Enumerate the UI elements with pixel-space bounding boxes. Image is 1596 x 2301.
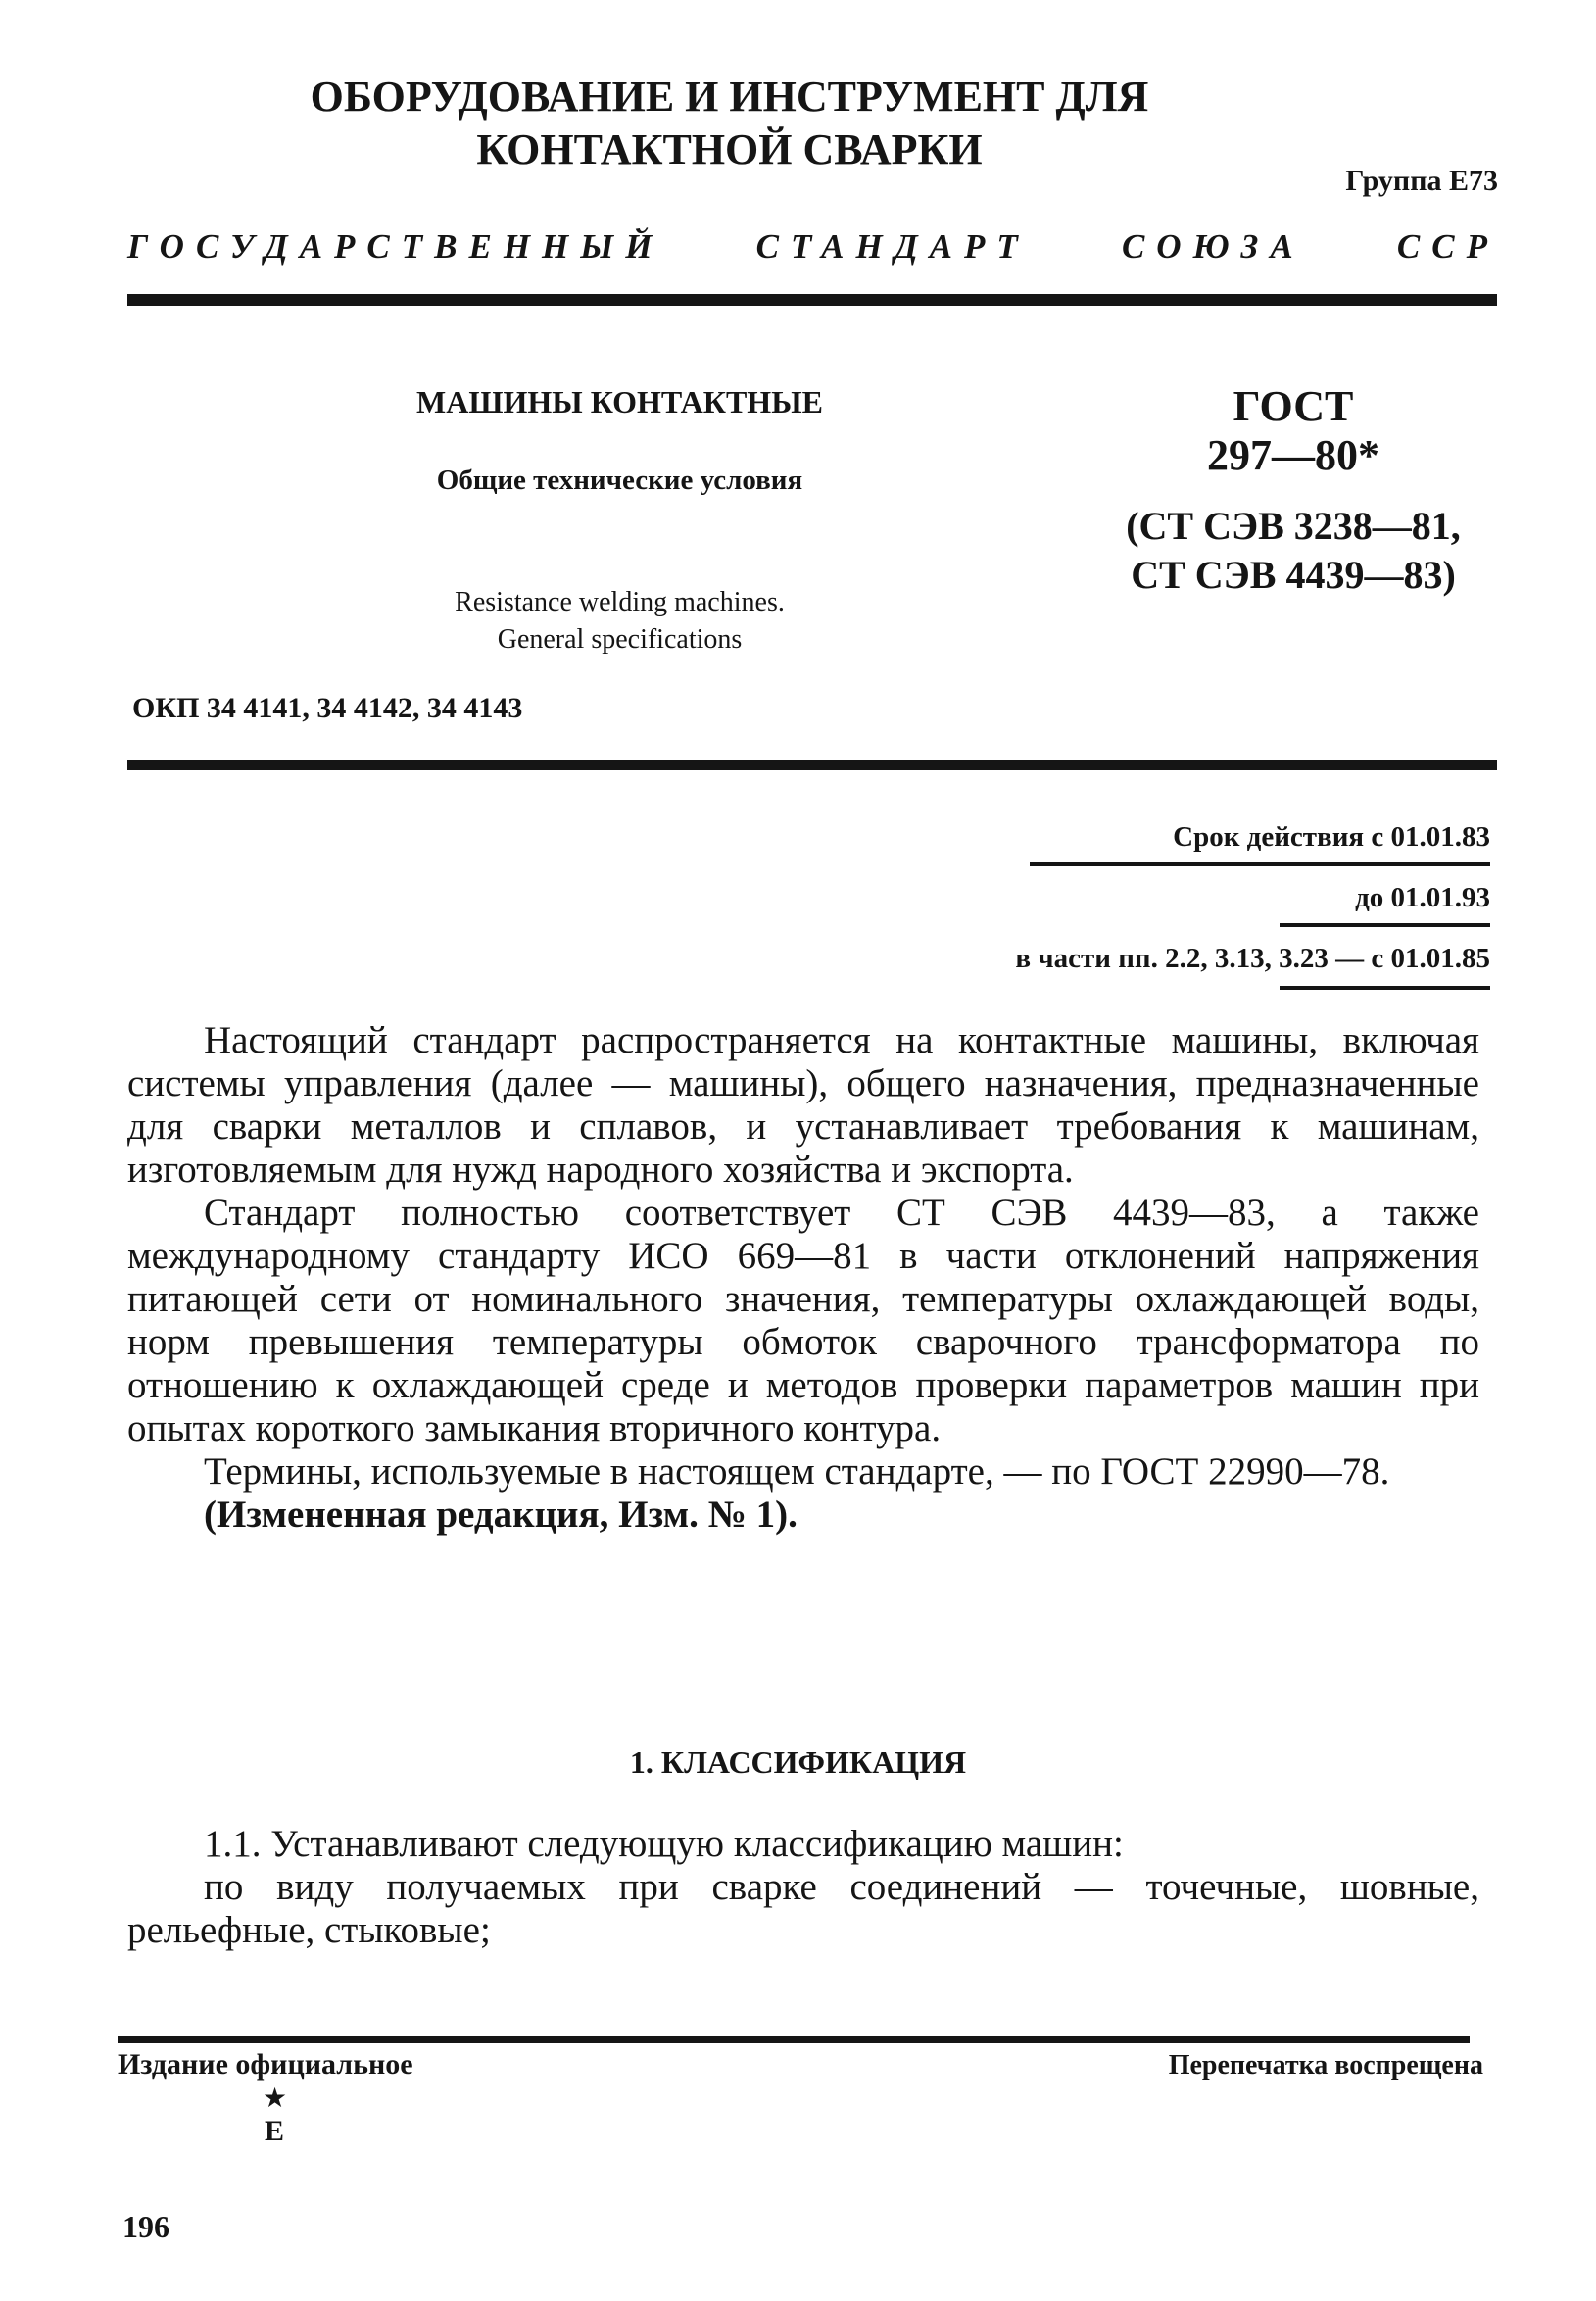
reprint-notice: Перепечатка воспрещена [1168,2050,1483,2081]
gost-number: 297—80* [1207,431,1379,479]
section-heading: 1. КЛАССИФИКАЦИЯ [629,1744,967,1780]
equivalent-line1: (СТ СЭВ 3238—81, [1126,504,1461,548]
section-1-text [127,1823,1479,1952]
okp-codes: ОКП 34 4141, 34 4142, 34 4143 [132,692,523,724]
document-title: МАШИНЫ КОНТАКТНЫЕ [416,384,823,419]
validity-to: до 01.01.93 [1355,882,1490,913]
gost-equivalents [1102,502,1484,600]
page-number: 196 [122,2209,169,2244]
series-title [0,71,1527,176]
introduction [127,1019,1479,1537]
series-title-line1: ОБОРУДОВАНИЕ И ИНСТРУМЕНТ ДЛЯ [310,73,1149,121]
intro-paragraph-2: Стандарт полностью соответствует СТ СЭВ 4439—83, а также международному стандарту ИСО 669—81 в части отклонений напряжения питающей сети от номинального значения, температуры охлаждающей воды, норм превышения температуры обмоток сварочного трансформатора по отношению к охлаждающей среде и методов проверки параметров машин при опытах короткого замыкания вторичного контура. [127,1192,1479,1449]
state-word-4: ССР [1396,227,1499,266]
header-rule [127,294,1497,306]
gost-label: ГОСТ [1233,382,1354,430]
equivalent-line2: СТ СЭВ 4439—83) [1131,553,1456,597]
state-word-1: ГОСУДАРСТВЕННЫЙ [127,227,664,266]
official-edition: Издание официальное [118,2048,413,2081]
state-standard-line [127,227,1499,267]
state-word-2: СТАНДАРТ [755,227,1030,266]
validity-from: Срок действия с 01.01.83 [1173,821,1490,853]
intro-paragraph-4: (Измененная редакция, Изм. № 1). [204,1493,798,1536]
validity-partial: в части пп. 2.2, 3.13, 3.23 — с 01.01.85 [1015,943,1490,974]
intro-paragraph-1: Настоящий стандарт распространяется на контактные машины, включая системы управления (далее — машины), общего назначения, предназначенные для сварки металлов и сплавов, и устанавливает требования к машинам, изготовляемым для нужд народного хозяйства и экспорта. [127,1019,1479,1191]
clause-1-1: 1.1. Устанавливают следующую классификацию машин: [204,1823,1124,1865]
validity-rule-2 [1280,923,1490,927]
footer-rule [118,2036,1470,2043]
series-title-line2: КОНТАКТНОЙ СВАРКИ [476,125,983,173]
star-icon: ★ [263,2083,288,2114]
state-word-3: СОЮЗА [1121,227,1305,266]
gost-designation [1102,382,1484,480]
english-title-line1: Resistance welding machines. [455,587,785,617]
clause-1-1-list: по виду получаемых при сварке соединений — точечные, шовные, рельефные, стыковые; [127,1866,1479,1951]
english-title-line2: General specifications [497,624,743,655]
english-title [377,584,862,659]
title-rule [127,760,1497,770]
validity-rule-3 [1280,986,1490,990]
document-subtitle: Общие технические условия [436,465,803,496]
group-code: Группа Е73 [1345,165,1498,197]
intro-paragraph-3: Термины, используемые в настоящем стандарте, — по ГОСТ 22990—78. [204,1450,1390,1493]
validity-rule-1 [1030,862,1490,866]
edition-letter: Е [265,2115,285,2147]
